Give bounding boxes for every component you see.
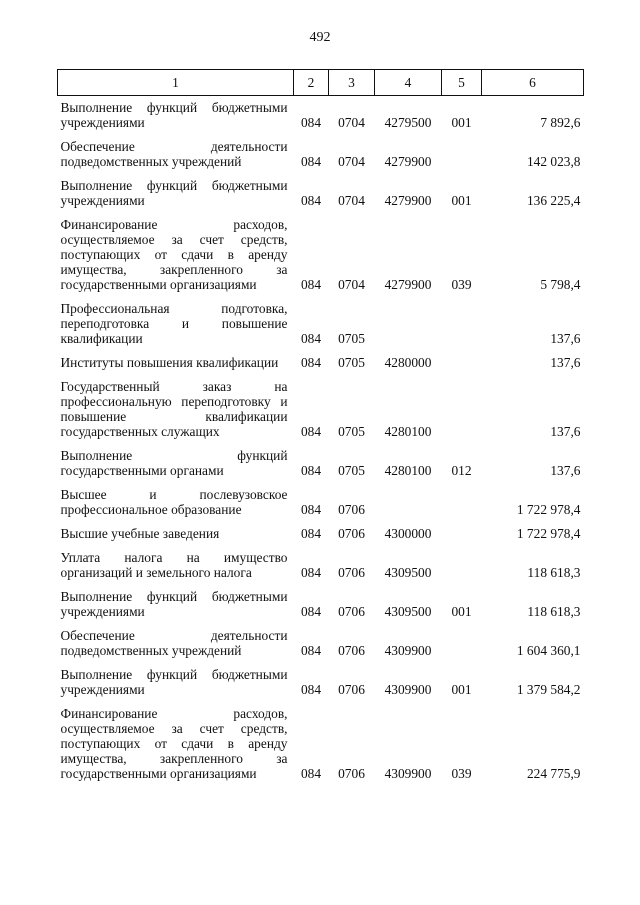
row-name: Профессиональная подготовка, переподготовка и повышение квалификации	[60, 301, 288, 346]
table-row	[58, 478, 584, 517]
table-row	[58, 619, 584, 658]
row-expense-type-code: 001	[451, 604, 472, 619]
row-name: Обеспечение деятельности подведомственных учреждений	[60, 628, 288, 658]
row-name: Высшие учебные заведения	[60, 526, 220, 541]
row-name: Выполнение функций бюджетными учреждениями	[60, 667, 288, 697]
table-row	[58, 658, 584, 697]
row-section-code: 0706	[338, 766, 365, 781]
row-section-code: 0704	[338, 193, 365, 208]
row-target-article-code	[375, 478, 442, 517]
header-col-5: 5	[442, 70, 482, 96]
row-chapter-code: 084	[300, 766, 322, 781]
row-expense-type-code	[442, 517, 482, 541]
table-header	[58, 70, 584, 96]
row-amount: 137,6	[550, 463, 581, 478]
row-expense-type-code	[442, 292, 482, 346]
header-col-2: 2	[294, 70, 329, 96]
table-row	[58, 169, 584, 208]
row-target-article-code: 4309900	[384, 766, 432, 781]
row-amount: 137,6	[550, 424, 581, 439]
row-expense-type-code	[442, 370, 482, 439]
row-amount: 136 225,4	[526, 193, 581, 208]
page-number: 492	[309, 30, 331, 45]
header-col-6: 6	[482, 70, 584, 96]
row-target-article-code: 4279900	[384, 154, 432, 169]
row-chapter-code: 084	[300, 502, 322, 517]
row-expense-type-code	[442, 478, 482, 517]
row-section-code: 0706	[338, 502, 365, 517]
row-amount: 1 379 584,2	[516, 682, 581, 697]
row-amount: 137,6	[550, 331, 581, 346]
budget-table	[57, 69, 584, 781]
row-name: Высшее и послевузовское профессиональное образование	[60, 487, 288, 517]
row-amount: 5 798,4	[540, 277, 581, 292]
row-amount: 1 722 978,4	[516, 526, 581, 541]
row-name: Обеспечение деятельности подведомственных учреждений	[60, 139, 288, 169]
row-chapter-code: 084	[300, 643, 322, 658]
row-section-code: 0704	[338, 277, 365, 292]
row-section-code: 0704	[338, 115, 365, 130]
table-row	[58, 370, 584, 439]
row-expense-type-code	[442, 619, 482, 658]
row-amount: 7 892,6	[540, 115, 581, 130]
row-target-article-code: 4309500	[384, 604, 432, 619]
row-expense-type-code	[442, 346, 482, 370]
row-name: Финансирование расходов, осуществляемое за счет средств, поступающих от сдачи в аренду имущества, закрепленного за государственными организациями	[60, 706, 288, 781]
row-chapter-code: 084	[300, 463, 322, 478]
row-section-code: 0705	[338, 463, 365, 478]
table-body	[58, 96, 584, 782]
row-section-code: 0705	[338, 355, 365, 370]
table-row	[58, 292, 584, 346]
row-chapter-code: 084	[300, 193, 322, 208]
row-expense-type-code: 001	[451, 682, 472, 697]
row-chapter-code: 084	[300, 277, 322, 292]
table-row	[58, 541, 584, 580]
row-name: Государственный заказ на профессиональную переподготовку и повышение квалификации государственных служащих	[60, 379, 288, 439]
table-row	[58, 130, 584, 169]
row-target-article-code: 4279900	[384, 193, 432, 208]
table-row	[58, 346, 584, 370]
row-name: Выполнение функций бюджетными учреждениями	[60, 178, 288, 208]
row-target-article-code	[375, 292, 442, 346]
row-section-code: 0706	[338, 682, 365, 697]
row-name: Выполнение функций государственными органами	[60, 448, 288, 478]
row-chapter-code: 084	[300, 355, 322, 370]
row-name: Выполнение функций бюджетными учреждениями	[60, 589, 288, 619]
table-row	[58, 96, 584, 131]
row-chapter-code: 084	[300, 154, 322, 169]
row-amount: 118 618,3	[527, 565, 581, 580]
row-section-code: 0705	[338, 424, 365, 439]
header-col-4: 4	[375, 70, 442, 96]
row-section-code: 0706	[338, 604, 365, 619]
table-row	[58, 580, 584, 619]
row-target-article-code: 4279500	[384, 115, 432, 130]
table-row	[58, 697, 584, 781]
row-chapter-code: 084	[300, 526, 322, 541]
row-target-article-code: 4280100	[384, 463, 432, 478]
row-expense-type-code: 012	[451, 463, 472, 478]
row-name: Выполнение функций бюджетными учреждениями	[60, 100, 288, 130]
table-row	[58, 208, 584, 292]
row-chapter-code: 084	[300, 682, 322, 697]
row-name: Финансирование расходов, осуществляемое за счет средств, поступающих от сдачи в аренду имущества, закрепленного за государственными организациями	[60, 217, 288, 292]
row-section-code: 0704	[338, 154, 365, 169]
row-target-article-code: 4280000	[384, 355, 432, 370]
row-expense-type-code: 001	[451, 193, 472, 208]
row-chapter-code: 084	[300, 604, 322, 619]
row-section-code: 0705	[338, 331, 365, 346]
row-expense-type-code: 039	[451, 277, 472, 292]
row-amount: 224 775,9	[526, 766, 581, 781]
row-name: Институты повышения квалификации	[60, 355, 279, 370]
row-target-article-code: 4309900	[384, 682, 432, 697]
header-col-3: 3	[329, 70, 375, 96]
row-amount: 118 618,3	[527, 604, 581, 619]
row-expense-type-code: 001	[451, 115, 472, 130]
row-chapter-code: 084	[300, 115, 322, 130]
row-section-code: 0706	[338, 565, 365, 580]
table-row	[58, 439, 584, 478]
row-chapter-code: 084	[300, 331, 322, 346]
row-chapter-code: 084	[300, 565, 322, 580]
row-section-code: 0706	[338, 643, 365, 658]
row-expense-type-code	[442, 541, 482, 580]
row-name: Уплата налога на имущество организаций и земельного налога	[60, 550, 288, 580]
row-target-article-code: 4309500	[384, 565, 432, 580]
row-section-code: 0706	[338, 526, 365, 541]
table-row	[58, 517, 584, 541]
row-target-article-code: 4280100	[384, 424, 432, 439]
row-chapter-code: 084	[300, 424, 322, 439]
row-amount: 1 722 978,4	[516, 502, 581, 517]
row-expense-type-code: 039	[451, 766, 472, 781]
row-target-article-code: 4309900	[384, 643, 432, 658]
header-row	[58, 70, 584, 96]
row-target-article-code: 4300000	[384, 526, 432, 541]
row-amount: 1 604 360,1	[516, 643, 581, 658]
row-amount: 137,6	[550, 355, 581, 370]
row-expense-type-code	[442, 130, 482, 169]
row-amount: 142 023,8	[526, 154, 581, 169]
header-col-1: 1	[58, 70, 294, 96]
row-target-article-code: 4279900	[384, 277, 432, 292]
